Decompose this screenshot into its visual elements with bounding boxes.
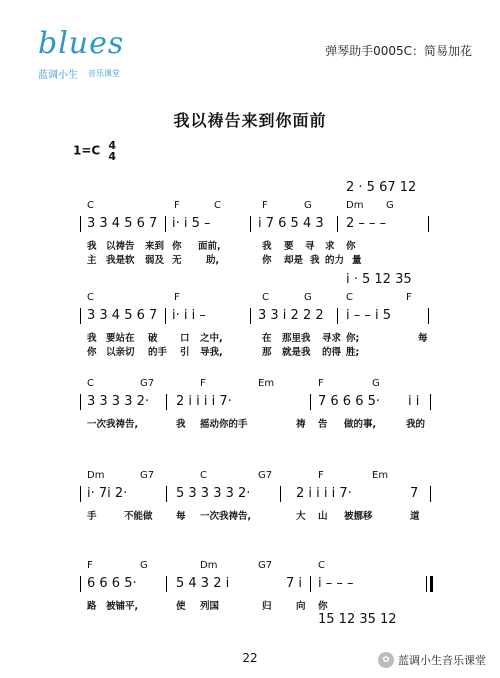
lyric: 要站在 bbox=[106, 333, 135, 344]
measure: 7 6 6 6 5· bbox=[318, 394, 381, 409]
measure: 3 3 4 5 6 7 bbox=[87, 216, 158, 231]
chord: C bbox=[318, 560, 325, 571]
chord: F bbox=[87, 560, 93, 571]
key-signature bbox=[73, 140, 116, 162]
lyric: 每 bbox=[418, 333, 428, 344]
barline bbox=[337, 308, 338, 324]
measure: 5 3 3 3 3 2· bbox=[176, 486, 251, 501]
lyric: 祷 bbox=[296, 419, 306, 430]
lyric: 手 bbox=[87, 511, 97, 522]
barline bbox=[426, 576, 427, 592]
lyric: 弱及 bbox=[145, 255, 165, 266]
lyric: 被铺平, bbox=[106, 601, 139, 612]
chord: F bbox=[174, 200, 180, 211]
lyric: 求 bbox=[325, 241, 335, 252]
barline bbox=[80, 308, 81, 324]
barline bbox=[166, 486, 167, 502]
lyric: 量 bbox=[352, 255, 362, 266]
lyric: 我 bbox=[310, 255, 320, 266]
lyric: 我 bbox=[87, 241, 97, 252]
lyric: 路 bbox=[87, 601, 97, 612]
measure: i· i i – bbox=[172, 308, 206, 323]
lyric: 胜; bbox=[346, 347, 360, 358]
lyric: 却是 bbox=[284, 255, 304, 266]
barline bbox=[337, 216, 338, 232]
system-2 bbox=[0, 272, 500, 362]
lyric: 一次我祷告, bbox=[200, 511, 252, 522]
chord: C bbox=[87, 200, 94, 211]
logo-cn: 蓝调小生 bbox=[38, 70, 78, 81]
lyric: 口 bbox=[180, 333, 190, 344]
page-number: 22 bbox=[242, 651, 258, 665]
final-barline bbox=[430, 576, 433, 592]
barline bbox=[166, 394, 167, 410]
chord: G7 bbox=[258, 470, 273, 481]
lyric: 道 bbox=[410, 511, 420, 522]
chord: G7 bbox=[258, 560, 273, 571]
measure: i – – i 5 bbox=[346, 308, 392, 323]
lyric: 的得 bbox=[322, 347, 342, 358]
lyric: 不能做 bbox=[124, 511, 153, 522]
barline bbox=[80, 216, 81, 232]
lyric: 引 bbox=[180, 347, 190, 358]
lyric: 助, bbox=[206, 255, 220, 266]
chord: Dm bbox=[87, 470, 105, 481]
chord: F bbox=[406, 292, 412, 303]
chord: Dm bbox=[200, 560, 218, 571]
chord: F bbox=[200, 378, 206, 389]
song-title: 我以祷告来到你面前 bbox=[173, 111, 327, 130]
measure: i· i 5 – bbox=[172, 216, 211, 231]
system-1 bbox=[0, 180, 500, 270]
logo-word: blues bbox=[38, 26, 125, 61]
trailing-notes: 15 12 35 12 bbox=[318, 612, 397, 627]
header-title: 弹琴助手0005C：简易加花 bbox=[325, 44, 472, 58]
measure: i 7 6 5 4 3 bbox=[258, 216, 324, 231]
logo bbox=[10, 16, 130, 86]
chord: G bbox=[140, 560, 148, 571]
barline bbox=[310, 394, 311, 410]
lyric: 你 bbox=[172, 241, 182, 252]
lyric: 归 bbox=[262, 601, 272, 612]
lyric: 摇动你的手 bbox=[200, 419, 248, 430]
chord: F bbox=[174, 292, 180, 303]
measure: 3 3 3 3 2· bbox=[87, 394, 150, 409]
lyric: 做的事, bbox=[344, 419, 377, 430]
lyric: 破 bbox=[148, 333, 158, 344]
chord: F bbox=[318, 378, 324, 389]
lyric: 主 bbox=[87, 255, 97, 266]
lyric: 那 bbox=[262, 347, 272, 358]
lyric: 寻求 bbox=[322, 333, 342, 344]
lyric: 就是我 bbox=[282, 347, 311, 358]
lyric: 每 bbox=[176, 511, 186, 522]
lyric: 大 bbox=[296, 511, 306, 522]
lyric: 我 bbox=[262, 241, 272, 252]
lyric: 的手 bbox=[148, 347, 168, 358]
lyric: 你 bbox=[262, 255, 272, 266]
barline bbox=[250, 308, 251, 324]
chord: G bbox=[304, 200, 312, 211]
chord: C bbox=[87, 378, 94, 389]
lyric: 无 bbox=[172, 255, 182, 266]
lyric: 一次我祷告, bbox=[87, 419, 139, 430]
measure: 3 3 4 5 6 7 bbox=[87, 308, 158, 323]
key: 1=C bbox=[73, 143, 101, 158]
chord: F bbox=[318, 470, 324, 481]
barline bbox=[428, 308, 429, 324]
lyric: 面前, bbox=[198, 241, 221, 252]
measure: 7 i bbox=[286, 576, 303, 591]
chord: G bbox=[386, 200, 394, 211]
chord: G7 bbox=[140, 470, 155, 481]
chord: G bbox=[372, 378, 380, 389]
measure: 2 – – – bbox=[346, 216, 387, 231]
lyric: 之中, bbox=[200, 333, 223, 344]
chord: C bbox=[262, 292, 269, 303]
lyric: 我 bbox=[87, 333, 97, 344]
chord: C bbox=[214, 200, 221, 211]
lyric: 被挪移 bbox=[344, 511, 373, 522]
chord: C bbox=[200, 470, 207, 481]
pickup-line: i · 5 12 35 bbox=[346, 272, 412, 287]
lyric: 寻 bbox=[305, 241, 315, 252]
lyric: 以亲切 bbox=[106, 347, 135, 358]
measure: i· 7i 2· bbox=[87, 486, 128, 501]
measure: 6 6 6 5· bbox=[87, 576, 137, 591]
logo-sub: 音乐课堂 bbox=[88, 69, 120, 78]
lyric: 使 bbox=[176, 601, 186, 612]
measure: 2 i i i i 7· bbox=[296, 486, 352, 501]
lyric: 我的 bbox=[406, 419, 426, 430]
barline bbox=[165, 308, 166, 324]
system-5 bbox=[0, 560, 500, 650]
barline bbox=[80, 486, 81, 502]
lyric: 你; bbox=[346, 333, 360, 344]
chord: Dm bbox=[346, 200, 364, 211]
barline bbox=[310, 576, 311, 592]
measure: 5 4 3 2 i bbox=[176, 576, 230, 591]
lyric: 那里我 bbox=[282, 333, 311, 344]
chord: C bbox=[87, 292, 94, 303]
pickup-line: 2 · 5 67 12 bbox=[346, 180, 417, 195]
lyric: 我 bbox=[176, 419, 186, 430]
lyric: 的力 bbox=[325, 255, 345, 266]
chord: G bbox=[304, 292, 312, 303]
lyric: 你 bbox=[346, 241, 356, 252]
measure: 2 i i i i 7· bbox=[176, 394, 232, 409]
lyric: 我是软 bbox=[106, 255, 135, 266]
measure: 7 bbox=[410, 486, 419, 501]
barline bbox=[430, 394, 431, 410]
lyric: 以祷告 bbox=[106, 241, 135, 252]
chord: Em bbox=[258, 378, 275, 389]
system-3 bbox=[0, 378, 500, 468]
lyric: 在 bbox=[262, 333, 272, 344]
watermark bbox=[378, 652, 486, 668]
barline bbox=[165, 216, 166, 232]
barline bbox=[166, 576, 167, 592]
chord: C bbox=[346, 292, 353, 303]
time-signature: 4 4 bbox=[108, 139, 117, 163]
measure: 3 3 i 2 2 2 bbox=[258, 308, 324, 323]
measure: i – – – bbox=[318, 576, 354, 591]
barline bbox=[80, 576, 81, 592]
lyric: 导我, bbox=[200, 347, 223, 358]
barline bbox=[430, 486, 431, 502]
lyric: 你 bbox=[318, 601, 328, 612]
watermark-text: 蓝调小生音乐课堂 bbox=[398, 654, 486, 667]
chat-icon: ✿ bbox=[378, 652, 394, 668]
chord: Em bbox=[372, 470, 389, 481]
chord: G7 bbox=[140, 378, 155, 389]
lyric: 告 bbox=[318, 419, 328, 430]
chord: F bbox=[262, 200, 268, 211]
barline bbox=[280, 486, 281, 502]
lyric: 山 bbox=[318, 511, 328, 522]
lyric: 列国 bbox=[200, 601, 220, 612]
barline bbox=[250, 216, 251, 232]
lyric: 你 bbox=[87, 347, 97, 358]
lyric: 来到 bbox=[145, 241, 165, 252]
lyric: 向 bbox=[296, 601, 306, 612]
barline bbox=[428, 216, 429, 232]
barline bbox=[80, 394, 81, 410]
measure: i i bbox=[408, 394, 420, 409]
system-4 bbox=[0, 470, 500, 560]
lyric: 要 bbox=[284, 241, 294, 252]
